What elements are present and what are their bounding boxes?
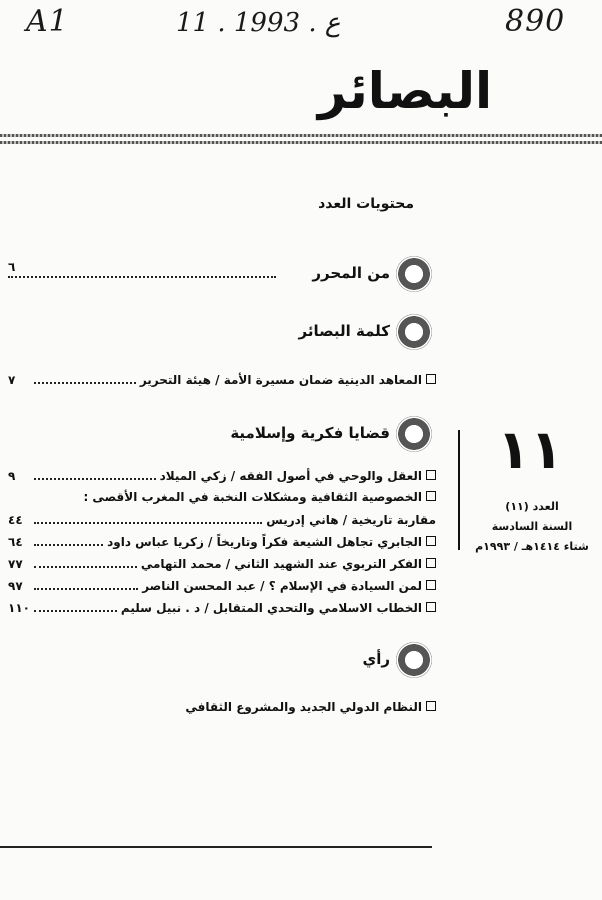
toc-heading: محتويات العدد <box>318 196 414 212</box>
issue-season-label: شتاء ١٤١٤هـ / ١٩٩٣م <box>475 540 589 553</box>
magazine-title: البصائر <box>317 62 493 120</box>
issue-big-number: ١١ <box>497 418 563 481</box>
checkbox-bullet-icon <box>426 491 436 501</box>
toc-entry-title: الخطاب الاسلامي والتحدي المتقابل / د . نبيل سليم <box>120 601 422 615</box>
masthead-rule-bottom <box>0 141 602 144</box>
section-emblem-icon <box>396 256 432 292</box>
toc-entry-page: ٤٤ <box>8 513 23 527</box>
section-emblem-icon <box>396 642 432 678</box>
leader-dots <box>34 512 262 524</box>
toc-entry <box>8 468 436 486</box>
leader-dots <box>34 468 156 480</box>
checkbox-bullet-icon <box>426 701 436 711</box>
toc-entry-page: ٩٧ <box>8 579 23 593</box>
toc-entry <box>8 490 436 508</box>
leader-dots <box>34 600 117 612</box>
toc-entry-page: ١١٠ <box>8 601 30 615</box>
toc-entry-title: العقل والوحي في أصول الفقه / زكي الميلاد <box>159 469 422 483</box>
toc-entry <box>8 372 436 390</box>
toc-entry-page: ٩ <box>8 469 16 483</box>
sidebar-divider <box>458 430 460 550</box>
leader-dots <box>34 534 103 546</box>
toc-entry-title: الفكر التربوي عند الشهيد الثاني / محمد التهامي <box>140 557 422 571</box>
editor-page-number: ٦ <box>8 260 16 274</box>
toc-entry-title: المعاهد الدينية ضمان مسيرة الأمة / هيئة التحرير <box>139 373 422 387</box>
toc-entry <box>8 700 436 718</box>
section-heading-editor: من المحرر <box>312 264 390 282</box>
toc-entry <box>8 556 436 574</box>
leader-dots <box>34 556 137 568</box>
handwritten-date: 11 . ع . 1993 <box>176 8 341 38</box>
leader-dots <box>34 372 136 384</box>
leader-dots <box>34 578 138 590</box>
bottom-rule <box>0 846 432 848</box>
toc-entry <box>8 578 436 596</box>
editor-leader-dots <box>8 266 276 278</box>
handwritten-code: A1 <box>26 4 69 39</box>
checkbox-bullet-icon <box>426 580 436 590</box>
toc-entry-title: الجابري تجاهل الشيعة فكراً وتاريخاً / زكريا عباس داود <box>107 535 422 549</box>
toc-entry-page: ٧ <box>8 373 16 387</box>
issue-year-label: السنة السادسة <box>491 520 573 533</box>
toc-entry-title: مقاربة تاريخية / هاني إدريس <box>266 513 436 527</box>
section-heading-issues: قضايا فكرية وإسلامية <box>230 424 390 442</box>
checkbox-bullet-icon <box>426 602 436 612</box>
toc-entry-continued <box>8 512 436 530</box>
masthead-rule-top <box>0 134 602 137</box>
issue-number-label: العدد (١١) <box>505 500 559 513</box>
toc-entry-page: ٦٤ <box>8 535 23 549</box>
toc-entry-page: ٧٧ <box>8 557 23 571</box>
toc-entry-title: الخصوصية الثقافية ومشكلات النخبة في المغرب الأقصى : <box>83 490 422 504</box>
toc-entry <box>8 600 436 618</box>
handwritten-number: 890 <box>505 4 566 39</box>
section-heading-basair: كلمة البصائر <box>298 322 390 340</box>
toc-entry-title: لمن السيادة في الإسلام ؟ / عبد المحسن الناصر <box>142 579 422 593</box>
checkbox-bullet-icon <box>426 374 436 384</box>
checkbox-bullet-icon <box>426 470 436 480</box>
toc-entry <box>8 534 436 552</box>
checkbox-bullet-icon <box>426 536 436 546</box>
section-emblem-icon <box>396 314 432 350</box>
toc-entry-title: النظام الدولي الجديد والمشروع الثقافي <box>185 700 422 714</box>
section-heading-opinion: رأي <box>362 650 390 668</box>
checkbox-bullet-icon <box>426 558 436 568</box>
section-emblem-icon <box>396 416 432 452</box>
